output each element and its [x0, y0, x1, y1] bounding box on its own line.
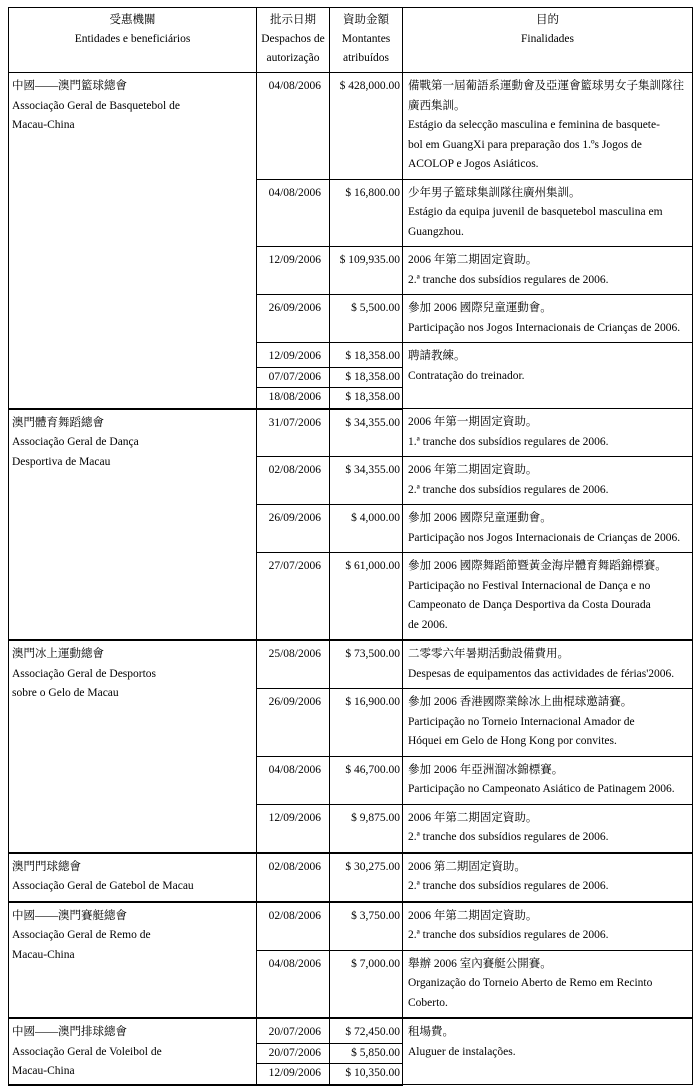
purpose-line: 參加 2006 香港國際業餘冰上曲棍球邀請賽。 [408, 696, 633, 708]
purpose-cell [403, 640, 693, 689]
purpose-line: 2.ª tranche dos subsídios regulares de 2006. [408, 483, 609, 496]
entity-cell [9, 409, 257, 641]
purpose-line: 參加 2006 年亞洲溜冰錦標賽。 [408, 763, 564, 776]
purpose-line: Estágio da selecção masculina e feminina de basquete- [408, 119, 660, 131]
purpose-line: 2.ª tranche dos subsídios regulares de 2006. [408, 831, 609, 843]
subsidy-amount: $ 5,500.00 [330, 295, 403, 343]
table-row [9, 73, 693, 180]
table-row [9, 640, 693, 689]
entity-cell [9, 902, 257, 1019]
entity-name-pt: Associação Geral de Desportos [12, 667, 157, 680]
subsidy-amount: $ 4,000.00 [330, 505, 403, 553]
subsidy-amount: $ 61,000.00 [330, 553, 403, 641]
purpose-cell [403, 902, 693, 951]
purpose-line: Participação no Torneio Internacional Amador de [408, 715, 635, 728]
purpose-line: 2006 第二期固定資助。 [408, 860, 526, 873]
table-body [9, 73, 693, 1085]
purpose-line: Participação no Festival Internacional de Dança e no [408, 579, 651, 592]
header-date: 批示日期 Despachos de autorização [257, 8, 330, 73]
purpose-line: Contratação do treinador. [408, 369, 525, 382]
entity-name-pt: Associação Geral de Dança [12, 436, 139, 448]
purpose-cell [403, 457, 693, 505]
purpose-cell [403, 553, 693, 641]
header-amount: 資助金額 Montantes atribuídos [330, 8, 403, 73]
purpose-line: de 2006. [408, 618, 448, 631]
purpose-line: Estágio da equipa juvenil de basquetebol masculina em [408, 206, 663, 218]
entity-name-pt: Macau-China [12, 948, 75, 961]
purpose-cell [403, 73, 693, 180]
purpose-cell [403, 295, 693, 343]
purpose-line: 2.ª tranche dos subsídios regulares de 2006. [408, 880, 609, 892]
purpose-line: 2006 年第二期固定資助。 [408, 254, 538, 266]
entity-name-zh: 澳門門球總會 [12, 860, 81, 873]
entity-cell [9, 1018, 257, 1085]
purpose-line: Campeonato de Dança Desportiva da Costa Dourada [408, 599, 651, 611]
purpose-cell [403, 689, 693, 757]
subsidy-amount: $ 73,500.00 [330, 640, 403, 689]
purpose-line: ACOLOP e Jogos Asiáticos. [408, 158, 539, 170]
table-row [9, 409, 693, 457]
approval-date: 31/07/2006 [257, 409, 330, 457]
purpose-line: Hóquei em Gelo de Hong Kong por convites. [408, 735, 617, 747]
purpose-line: Despesas de equipamentos das actividades de férias'2006. [408, 667, 675, 680]
purpose-line: Aluguer de instalações. [408, 1045, 516, 1058]
approval-date: 20/07/2006 [257, 1043, 330, 1064]
purpose-line: 參加 2006 國際舞蹈節暨黃金海岸體育舞蹈錦標賽。 [408, 560, 667, 572]
subsidy-amount: $ 34,355.00 [330, 409, 403, 457]
subsidy-amount: $ 5,850.00 [330, 1043, 403, 1064]
approval-date: 02/08/2006 [257, 902, 330, 951]
subsidy-amount: $ 18,358.00 [330, 343, 403, 368]
approval-date: 20/07/2006 [257, 1018, 330, 1043]
entity-name-pt: Desportiva de Macau [12, 455, 111, 468]
approval-date: 12/09/2006 [257, 343, 330, 368]
purpose-line: 二零零六年暑期活動設備費用。 [408, 648, 569, 660]
purpose-line: 2006 年第二期固定資助。 [408, 811, 538, 824]
approval-date: 04/08/2006 [257, 756, 330, 804]
subsidy-table [8, 7, 693, 1086]
purpose-cell [403, 853, 693, 902]
purpose-line: 2006 年第二期固定資助。 [408, 464, 538, 476]
entity-name-pt: Associação Geral de Remo de [12, 929, 151, 941]
header-purpose: 目的 Finalidades [403, 8, 693, 73]
approval-date: 12/09/2006 [257, 247, 330, 295]
purpose-cell [403, 505, 693, 553]
approval-date: 26/09/2006 [257, 689, 330, 757]
entity-name-zh: 中國——澳門排球總會 [12, 1026, 127, 1038]
approval-date: 02/08/2006 [257, 853, 330, 902]
purpose-cell [403, 1018, 693, 1085]
approval-date: 04/08/2006 [257, 950, 330, 1018]
entity-name-zh: 中國——澳門賽艇總會 [12, 909, 127, 922]
purpose-line: 備戰第一屆葡語系運動會及亞運會籃球男女子集訓隊往 [408, 80, 684, 92]
subsidy-amount: $ 10,350.00 [330, 1064, 403, 1085]
subsidy-amount: $ 46,700.00 [330, 756, 403, 804]
table-row [9, 853, 693, 902]
subsidy-amount: $ 30,275.00 [330, 853, 403, 902]
entity-name-pt: sobre o Gelo de Macau [12, 687, 119, 699]
subsidy-amount: $ 16,800.00 [330, 179, 403, 247]
purpose-line: Participação no Campeonato Asiático de Patinagem 2006. [408, 783, 675, 795]
entity-name-zh: 中國——澳門籃球總會 [12, 80, 127, 92]
approval-date: 25/08/2006 [257, 640, 330, 689]
purpose-line: Participação nos Jogos Internacionais de Crianças de 2006. [408, 321, 681, 334]
subsidy-amount: $ 9,875.00 [330, 804, 403, 853]
approval-date: 04/08/2006 [257, 73, 330, 180]
entity-name-pt: Associação Geral de Basquetebol de [12, 99, 180, 112]
entity-cell [9, 640, 257, 853]
purpose-line: Participação nos Jogos Internacionais de Crianças de 2006. [408, 531, 681, 544]
purpose-line: 廣西集訓。 [408, 99, 466, 112]
table-row [9, 902, 693, 951]
approval-date: 12/09/2006 [257, 1064, 330, 1085]
approval-date: 07/07/2006 [257, 367, 330, 388]
purpose-line: 1.ª tranche dos subsídios regulares de 2006. [408, 435, 609, 448]
purpose-cell [403, 756, 693, 804]
purpose-cell [403, 804, 693, 853]
entity-cell [9, 73, 257, 409]
purpose-line: 舉辦 2006 室內賽艇公開賽。 [408, 957, 552, 970]
approval-date: 26/09/2006 [257, 295, 330, 343]
table-row [9, 1018, 693, 1043]
subsidy-amount: $ 18,358.00 [330, 388, 403, 409]
subsidy-amount: $ 16,900.00 [330, 689, 403, 757]
purpose-line: 2006 年第一期固定資助。 [408, 416, 538, 428]
entity-cell [9, 853, 257, 902]
purpose-line: 聘請教練。 [408, 350, 466, 362]
purpose-line: 少年男子籃球集訓隊往廣州集訓。 [408, 186, 581, 199]
purpose-cell [403, 343, 693, 409]
purpose-cell [403, 950, 693, 1018]
subsidy-amount: $ 34,355.00 [330, 457, 403, 505]
purpose-line: 2.ª tranche dos subsídios regulares de 2006. [408, 929, 609, 941]
purpose-line: Coberto. [408, 996, 448, 1009]
approval-date: 02/08/2006 [257, 457, 330, 505]
purpose-line: 參加 2006 國際兒童運動會。 [408, 302, 552, 314]
purpose-cell [403, 179, 693, 247]
approval-date: 26/09/2006 [257, 505, 330, 553]
subsidy-amount: $ 109,935.00 [330, 247, 403, 295]
subsidy-amount: $ 3,750.00 [330, 902, 403, 951]
purpose-line: Guangzhou. [408, 225, 464, 238]
approval-date: 27/07/2006 [257, 553, 330, 641]
purpose-line: bol em GuangXi para preparação dos 1.ºs Jogos de [408, 138, 642, 151]
entity-name-pt: Associação Geral de Voleibol de [12, 1045, 162, 1058]
subsidy-amount: $ 18,358.00 [330, 367, 403, 388]
purpose-cell [403, 409, 693, 457]
entity-name-pt: Macau-China [12, 119, 75, 131]
subsidy-amount: $ 7,000.00 [330, 950, 403, 1018]
header-entity: 受惠機關 Entidades e beneficiários [9, 8, 257, 73]
purpose-line: 2006 年第二期固定資助。 [408, 909, 538, 922]
purpose-line: 2.ª tranche dos subsídios regulares de 2006. [408, 273, 609, 286]
entity-name-pt: Macau-China [12, 1065, 75, 1077]
subsidy-amount: $ 72,450.00 [330, 1018, 403, 1043]
approval-date: 18/08/2006 [257, 388, 330, 409]
purpose-cell [403, 247, 693, 295]
entity-name-zh: 澳門體育舞蹈總會 [12, 416, 104, 429]
purpose-line: 參加 2006 國際兒童運動會。 [408, 512, 552, 524]
entity-name-pt: Associação Geral de Gatebol de Macau [12, 880, 194, 892]
subsidy-amount: $ 428,000.00 [330, 73, 403, 180]
purpose-line: 租場費。 [408, 1026, 454, 1038]
table-header-row [9, 8, 693, 73]
approval-date: 04/08/2006 [257, 179, 330, 247]
entity-name-zh: 澳門冰上運動總會 [12, 648, 104, 660]
subsidy-table-page [8, 7, 692, 1086]
approval-date: 12/09/2006 [257, 804, 330, 853]
purpose-line: Organização do Torneio Aberto de Remo em Recinto [408, 977, 653, 989]
